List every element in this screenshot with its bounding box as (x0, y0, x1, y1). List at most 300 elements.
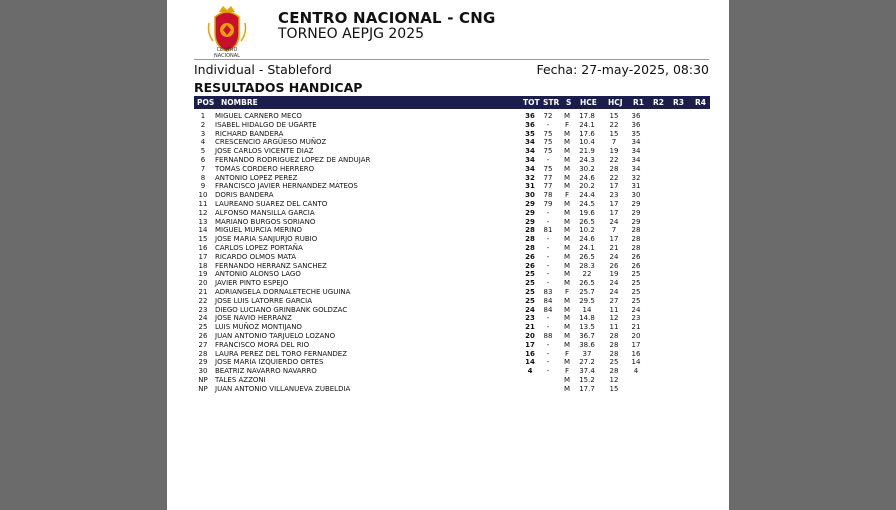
cell-tot: 16 (525, 349, 535, 358)
cell-pos: 21 (198, 287, 208, 296)
cell-str: - (546, 252, 550, 261)
cell-name: DORIS BANDERA (215, 191, 274, 200)
table-row (194, 200, 710, 209)
cell-tot: 28 (525, 226, 535, 235)
cell-r1: 28 (631, 243, 641, 252)
cell-str: 84 (543, 296, 553, 305)
cell-s: M (563, 270, 571, 279)
cell-s: M (563, 252, 571, 261)
cell-hcj: 21 (609, 243, 619, 252)
cell-str: - (546, 279, 550, 288)
cell-pos: 8 (200, 173, 206, 182)
results-table-body (194, 112, 710, 394)
cell-tot: 26 (525, 252, 535, 261)
competition-format: Individual - Stableford (194, 62, 332, 77)
cell-r1: 34 (631, 164, 641, 173)
cell-hcj: 11 (609, 323, 619, 332)
table-row (194, 332, 710, 341)
cell-s: M (563, 182, 571, 191)
cell-hcj: 15 (609, 112, 619, 120)
table-row (194, 112, 710, 121)
club-name: CENTRO NACIONAL - CNG (278, 9, 496, 27)
col-header-str: STR (543, 98, 560, 107)
cell-name: LAURA PEREZ DEL TORO FERNANDEZ (215, 349, 348, 358)
cell-hcj: 24 (609, 217, 619, 226)
table-row (194, 385, 710, 394)
cell-tot: 21 (525, 323, 535, 332)
cell-r1: 4 (633, 367, 639, 376)
cell-hcj: 19 (609, 147, 619, 156)
cell-s: M (563, 147, 571, 156)
cell-r1: 36 (631, 112, 641, 120)
table-row (194, 174, 710, 183)
cell-tot: 30 (525, 191, 535, 200)
cell-r1: 26 (631, 252, 641, 261)
cell-hcj: 7 (611, 226, 617, 235)
cell-hcj: 19 (609, 270, 619, 279)
cell-r1: 30 (631, 191, 641, 200)
cell-s: M (563, 138, 571, 147)
cell-hce: 37 (582, 349, 592, 358)
cell-pos: 30 (198, 367, 208, 376)
cell-pos: NP (198, 384, 208, 393)
cell-hce: 26.5 (579, 279, 595, 288)
cell-name: FERNANDO HERRANZ SANCHEZ (215, 261, 327, 270)
cell-name: JOSE NAVIO HERRANZ (215, 314, 292, 323)
cell-name: CARLOS LOPEZ PORTAÑA (215, 243, 303, 252)
cell-hce: 17.7 (579, 384, 595, 393)
cell-hce: 29.5 (579, 296, 595, 305)
cell-hcj: 15 (609, 129, 619, 138)
section-title: RESULTADOS HANDICAP (194, 80, 363, 95)
cell-name: JOSE CARLOS VICENTE DIAZ (215, 147, 314, 156)
cell-str: 75 (543, 164, 553, 173)
cell-hcj: 12 (609, 314, 619, 323)
cell-hce: 26.5 (579, 252, 595, 261)
cell-r1: 25 (631, 279, 641, 288)
cell-s: M (563, 279, 571, 288)
cell-r1: 16 (631, 349, 641, 358)
cell-hce: 24.3 (579, 155, 595, 164)
cell-pos: 10 (198, 191, 208, 200)
cell-str: - (546, 323, 550, 332)
cell-str: - (546, 155, 550, 164)
cell-pos: 5 (200, 147, 206, 156)
col-header-r4: R4 (695, 98, 706, 107)
cell-pos: 9 (200, 182, 206, 191)
cell-r1: 25 (631, 270, 641, 279)
cell-pos: 20 (198, 279, 208, 288)
cell-name: ANTONIO ALONSO LAGO (215, 270, 301, 279)
cell-s: M (563, 199, 571, 208)
cell-name: FRANCISCO MORA DEL RIO (215, 340, 310, 349)
cell-hcj: 27 (609, 296, 619, 305)
cell-s: M (563, 358, 571, 367)
cell-name: ALFONSO MANSILLA GARCIA (215, 208, 315, 217)
cell-s: M (563, 112, 571, 120)
cell-str: 84 (543, 305, 553, 314)
cell-s: M (563, 226, 571, 235)
cell-str: 75 (543, 147, 553, 156)
cell-hcj: 24 (609, 279, 619, 288)
cell-tot: 29 (525, 199, 535, 208)
table-row (194, 367, 710, 376)
cell-hce: 24.6 (579, 235, 595, 244)
cell-s: M (563, 243, 571, 252)
cell-name: JOSE MARIA IZQUIERDO ORTES (215, 358, 324, 367)
cell-hce: 13.5 (579, 323, 595, 332)
cell-pos: 13 (198, 217, 208, 226)
cell-hce: 17.6 (579, 129, 595, 138)
cell-tot: 25 (525, 287, 535, 296)
cell-pos: NP (198, 375, 208, 384)
tournament-name: TORNEO AEPJG 2025 (278, 26, 425, 42)
cell-str: 88 (543, 331, 553, 340)
cell-pos: 22 (198, 296, 208, 305)
cell-tot: 35 (525, 129, 535, 138)
cell-pos: 1 (200, 112, 206, 120)
table-row (194, 270, 710, 279)
cell-tot: 34 (525, 138, 535, 147)
cell-s: M (563, 261, 571, 270)
cell-s: M (563, 208, 571, 217)
cell-str: 83 (543, 287, 553, 296)
cell-str: 79 (543, 199, 553, 208)
cell-r1: 29 (631, 217, 641, 226)
cell-str: - (546, 270, 550, 279)
cell-tot: 24 (525, 305, 535, 314)
cell-hce: 19.6 (579, 208, 595, 217)
cell-hce: 15.2 (579, 375, 595, 384)
cell-name: LUIS MUÑOZ MONTIJANO (215, 323, 302, 332)
table-row (194, 297, 710, 306)
cell-s: F (564, 287, 570, 296)
cell-pos: 28 (198, 349, 208, 358)
cell-r1: 29 (631, 199, 641, 208)
cell-pos: 25 (198, 323, 208, 332)
table-row (194, 314, 710, 323)
logo-caption: CENTRO NACIONAL (214, 47, 240, 59)
table-row (194, 209, 710, 218)
cell-r1: 28 (631, 235, 641, 244)
cell-name: LAUREANO SUAREZ DEL CANTO (215, 199, 328, 208)
cell-s: M (563, 314, 571, 323)
cell-hcj: 22 (609, 155, 619, 164)
cell-str: 77 (543, 182, 553, 191)
cell-name: JOSE LUIS LATORRE GARCIA (215, 296, 313, 305)
cell-pos: 15 (198, 235, 208, 244)
cell-r1: 24 (631, 305, 641, 314)
cell-hce: 20.2 (579, 182, 595, 191)
cell-name: FERNANDO RODRIGUEZ LOPEZ DE ANDUJAR (215, 155, 371, 164)
competition-date: Fecha: 27-may-2025, 08:30 (536, 62, 709, 77)
cell-hcj: 17 (609, 208, 619, 217)
cell-hcj: 15 (609, 384, 619, 393)
cell-tot: 34 (525, 147, 535, 156)
cell-tot: 34 (525, 164, 535, 173)
cell-pos: 3 (200, 129, 206, 138)
cell-s: F (564, 349, 570, 358)
table-row (194, 253, 710, 262)
col-header-name: NOMBRE (221, 98, 258, 107)
cell-tot: 28 (525, 243, 535, 252)
cell-pos: 29 (198, 358, 208, 367)
cell-tot: 29 (525, 208, 535, 217)
cell-name: RICARDO OLMOS MATA (215, 252, 297, 261)
cell-str: 77 (543, 173, 553, 182)
cell-tot: 17 (525, 340, 535, 349)
cell-r1: 29 (631, 208, 641, 217)
cell-s: F (564, 120, 570, 129)
table-row (194, 279, 710, 288)
cell-tot: 23 (525, 314, 535, 323)
cell-hcj: 12 (609, 375, 619, 384)
table-row (194, 226, 710, 235)
cell-str: - (546, 367, 550, 376)
table-row (194, 288, 710, 297)
cell-tot: 4 (527, 367, 533, 376)
cell-r1: 26 (631, 261, 641, 270)
cell-hce: 24.1 (579, 243, 595, 252)
cell-tot: 25 (525, 270, 535, 279)
cell-s: F (564, 367, 570, 376)
cell-str: - (546, 349, 550, 358)
cell-r1: 35 (631, 129, 641, 138)
cell-str: - (546, 235, 550, 244)
table-row (194, 323, 710, 332)
cell-str: 75 (543, 129, 553, 138)
cell-hce: 24.6 (579, 173, 595, 182)
cell-name: ADRIANGELA DORNALETECHE UGUINA (215, 287, 351, 296)
header-divider (194, 59, 709, 60)
cell-r1: 32 (631, 173, 641, 182)
cell-hce: 22 (582, 270, 592, 279)
cell-r1: 28 (631, 226, 641, 235)
cell-r1: 34 (631, 138, 641, 147)
cell-hcj: 28 (609, 340, 619, 349)
cell-hce: 26.5 (579, 217, 595, 226)
col-header-r1: R1 (633, 98, 644, 107)
cell-tot: 36 (525, 112, 535, 120)
cell-hcj: 28 (609, 349, 619, 358)
cell-r1: 14 (631, 358, 641, 367)
pdf-page (167, 0, 729, 510)
cell-hcj: 23 (609, 191, 619, 200)
cell-str: - (546, 358, 550, 367)
col-header-s: S (566, 98, 572, 107)
table-row (194, 341, 710, 350)
table-row (194, 147, 710, 156)
table-row (194, 306, 710, 315)
cell-hcj: 22 (609, 120, 619, 129)
cell-s: M (563, 331, 571, 340)
cell-str: 78 (543, 191, 553, 200)
cell-s: M (563, 235, 571, 244)
col-header-r3: R3 (673, 98, 684, 107)
cell-name: MARIANO BURGOS SORIANO (215, 217, 316, 226)
cell-hce: 17.8 (579, 112, 595, 120)
cell-name: FRANCISCO JAVIER HERNANDEZ MATEOS (215, 182, 358, 191)
table-row (194, 235, 710, 244)
cell-name: CRESCENCIO ARGÜESO MUÑOZ (215, 138, 327, 147)
cell-str: - (546, 261, 550, 270)
cell-hcj: 28 (609, 367, 619, 376)
cell-r1: 25 (631, 296, 641, 305)
cell-hcj: 28 (609, 331, 619, 340)
cell-pos: 4 (200, 138, 206, 147)
cell-str: - (546, 340, 550, 349)
cell-pos: 6 (200, 155, 206, 164)
cell-hce: 38.6 (579, 340, 595, 349)
cell-name: JUAN ANTONIO VILLANUEVA ZUBELDIA (215, 384, 351, 393)
table-row (194, 138, 710, 147)
cell-hcj: 24 (609, 287, 619, 296)
col-header-pos: POS (197, 98, 215, 107)
cell-hcj: 28 (609, 164, 619, 173)
cell-pos: 11 (198, 199, 208, 208)
cell-r1: 17 (631, 340, 641, 349)
cell-hcj: 11 (609, 305, 619, 314)
table-row (194, 376, 710, 385)
cell-s: M (563, 129, 571, 138)
cell-hce: 36.7 (579, 331, 595, 340)
cell-pos: 16 (198, 243, 208, 252)
cell-tot: 29 (525, 217, 535, 226)
cell-s: M (563, 164, 571, 173)
cell-hce: 24.4 (579, 191, 595, 200)
cell-hcj: 22 (609, 173, 619, 182)
cell-pos: 14 (198, 226, 208, 235)
cell-pos: 26 (198, 331, 208, 340)
cell-name: JUAN ANTONIO TARJUELO LOZANO (215, 331, 336, 340)
cell-tot: 25 (525, 296, 535, 305)
cell-tot: 34 (525, 155, 535, 164)
cell-r1: 23 (631, 314, 641, 323)
cell-name: TOMAS CORDERO HERRERO (215, 164, 315, 173)
cell-str: - (546, 208, 550, 217)
table-row (194, 350, 710, 359)
cell-tot: 28 (525, 235, 535, 244)
cell-s: M (563, 155, 571, 164)
cell-tot: 25 (525, 279, 535, 288)
cell-s: M (563, 375, 571, 384)
cell-str: - (546, 217, 550, 226)
col-header-hce: HCE (580, 98, 597, 107)
cell-s: F (564, 191, 570, 200)
cell-tot: 14 (525, 358, 535, 367)
cell-hce: 14 (582, 305, 592, 314)
col-header-hcj: HCJ (608, 98, 623, 107)
cell-s: M (563, 173, 571, 182)
table-row (194, 191, 710, 200)
cell-hcj: 25 (609, 358, 619, 367)
cell-str: 75 (543, 138, 553, 147)
cell-pos: 17 (198, 252, 208, 261)
cell-name: JAVIER PINTO ESPEJO (215, 279, 289, 288)
cell-str: - (546, 314, 550, 323)
cell-s: M (563, 305, 571, 314)
cell-hce: 10.2 (579, 226, 595, 235)
cell-str: - (546, 243, 550, 252)
cell-tot: 32 (525, 173, 535, 182)
cell-name: TALES AZZONI (215, 375, 266, 384)
cell-tot: 31 (525, 182, 535, 191)
cell-name: ISABEL HIDALGO DE UGARTE (215, 120, 317, 129)
table-row (194, 165, 710, 174)
cell-name: ANTONIO LOPEZ PEREZ (215, 173, 298, 182)
col-header-tot: TOT (523, 98, 540, 107)
cell-name: MIGUEL CARNERO MECO (215, 112, 302, 120)
cell-name: RICHARD BANDERA (215, 129, 284, 138)
cell-hce: 21.9 (579, 147, 595, 156)
cell-hce: 28.3 (579, 261, 595, 270)
cell-r1: 25 (631, 287, 641, 296)
cell-pos: 23 (198, 305, 208, 314)
table-row (194, 244, 710, 253)
cell-pos: 12 (198, 208, 208, 217)
cell-hcj: 24 (609, 252, 619, 261)
cell-hce: 37.4 (579, 367, 595, 376)
table-row (194, 218, 710, 227)
cell-tot: 26 (525, 261, 535, 270)
results-table-header (194, 96, 710, 109)
table-row (194, 262, 710, 271)
cell-tot: 20 (525, 331, 535, 340)
cell-pos: 18 (198, 261, 208, 270)
cell-str: - (546, 120, 550, 129)
cell-s: M (563, 323, 571, 332)
cell-s: M (563, 340, 571, 349)
cell-r1: 20 (631, 331, 641, 340)
cell-tot: 36 (525, 120, 535, 129)
cell-name: DIEGO LUCIANO GRINBANK GOLDZAC (215, 305, 348, 314)
cell-hcj: 26 (609, 261, 619, 270)
cell-r1: 21 (631, 323, 641, 332)
cell-r1: 34 (631, 147, 641, 156)
cell-hce: 30.2 (579, 164, 595, 173)
cell-pos: 2 (200, 120, 206, 129)
table-row (194, 182, 710, 191)
cell-hcj: 17 (609, 199, 619, 208)
cell-str: 72 (543, 112, 553, 120)
cell-hcj: 17 (609, 182, 619, 191)
cell-hce: 24.1 (579, 120, 595, 129)
cell-pos: 24 (198, 314, 208, 323)
cell-hce: 25.7 (579, 287, 595, 296)
cell-s: M (563, 217, 571, 226)
cell-pos: 27 (198, 340, 208, 349)
cell-s: M (563, 296, 571, 305)
table-row (194, 156, 710, 165)
cell-s: M (563, 384, 571, 393)
cell-pos: 19 (198, 270, 208, 279)
table-row (194, 121, 710, 130)
cell-hcj: 17 (609, 235, 619, 244)
cell-hce: 27.2 (579, 358, 595, 367)
cell-pos: 7 (200, 164, 206, 173)
table-row (194, 358, 710, 367)
col-header-r2: R2 (653, 98, 664, 107)
cell-r1: 36 (631, 120, 641, 129)
cell-str: 81 (543, 226, 553, 235)
cell-hce: 24.5 (579, 199, 595, 208)
cell-hce: 14.8 (579, 314, 595, 323)
cell-name: JOSE MARIA SANJURJO RUBIO (215, 235, 318, 244)
cell-name: MIGUEL MURCIA MERINO (215, 226, 302, 235)
cell-r1: 31 (631, 182, 641, 191)
cell-name: BEATRIZ NAVARRO NAVARRO (215, 367, 317, 376)
cell-hcj: 7 (611, 138, 617, 147)
